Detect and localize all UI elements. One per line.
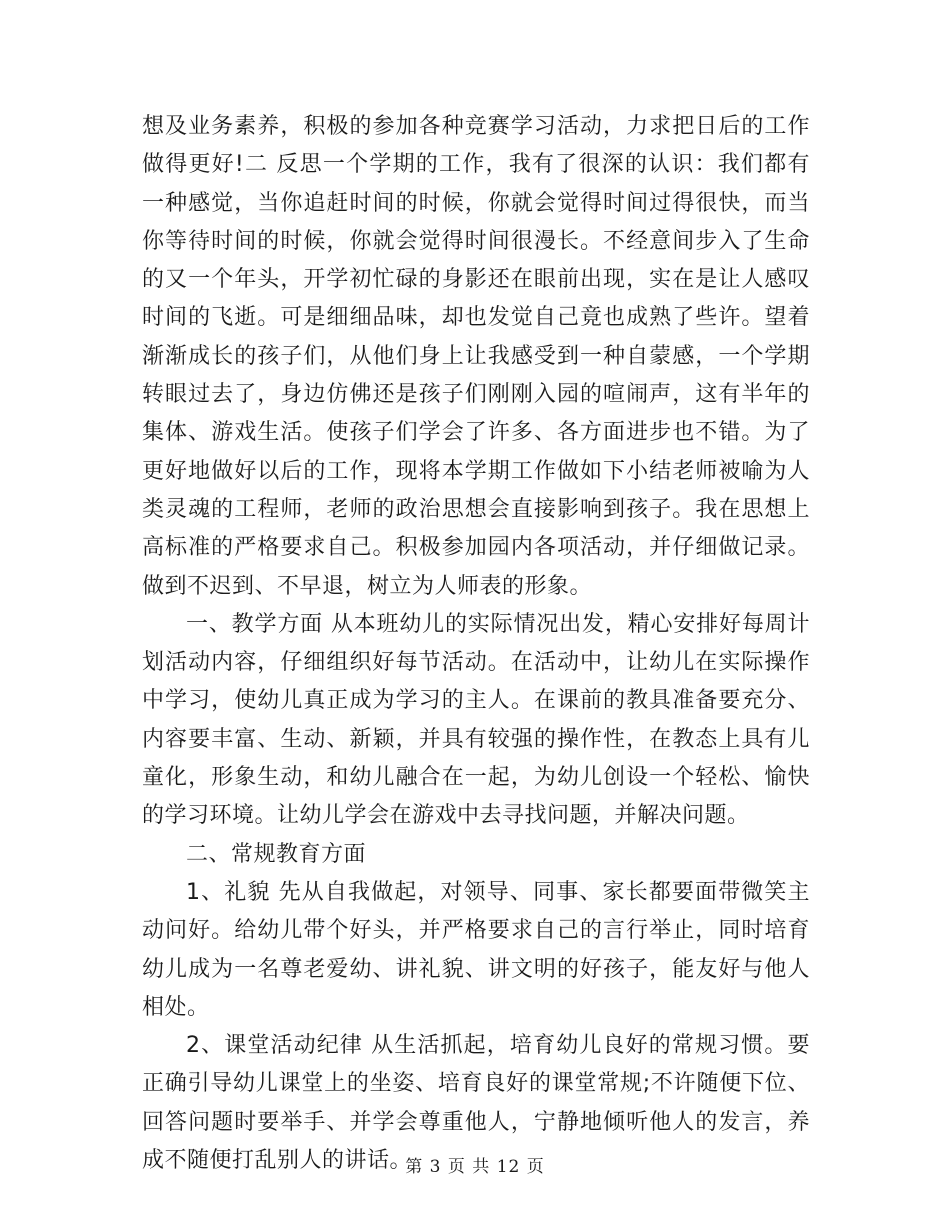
section-heading: 二、常规教育方面 [186, 841, 367, 867]
paragraph: 想及业务素养，积极的参加各种竞赛学习活动，力求把日后的工作做得更好!二 反思一个学期的工作，我有了很深的认识：我们都有一种感觉，当你追赶时间的时候，你就会觉得时间过得很快，而当你等待时间的时候，你就会觉得时间很漫长。不经意间步入了生命的又一个年头，开学初忙碌的身影还在眼前出现，实在是让人感叹时间的飞逝。可是细细品味，却也发觉自己竟也成熟了些许。望着渐渐成长的孩子们，从他们身上让我感受到一种自蒙感，一个学期转眼过去了，身边仿佛还是孩子们刚刚入园的喧闹声，这有半年的集体、游戏生活。使孩子们学会了许多、各方面进步也不错。为了更好地做好以后的工作，现将本学期工作做如下小结老师被喻为人类灵魂的工程师，老师的政治思想会直接影响到孩子。我在思想上高标准的严格要求自己。积极参加园内各项活动，并仔细做记录。做到不迟到、不早退，树立为人师表的形象。 [142, 114, 810, 599]
paragraph: 2、课堂活动纪律 从生活抓起，培育幼儿良好的常规习惯。要正确引导幼儿课堂上的坐姿、培育良好的课堂常规;不许随便下位、回答问题时要举手、并学会尊重他人，宁静地倾听他人的发言，养成不随便打乱别人的讲话。 [142, 1033, 810, 1174]
paragraph: 1、礼貌 先从自我做起，对领导、同事、家长都要面带微笑主动问好。给幼儿带个好头，并严格要求自己的言行举止，同时培育幼儿成为一名尊老爱幼、讲礼貌、讲文明的好孩子，能友好与他人相处。 [142, 879, 810, 1020]
document-body [142, 108, 810, 1180]
paragraph: 一、教学方面 从本班幼儿的实际情况出发，精心安排好每周计划活动内容，仔细组织好每节活动。在活动中，让幼儿在实际操作中学习，使幼儿真正成为学习的主人。在课前的教具准备要充分、内容要丰富、生动、新颖，并具有较强的操作性，在教态上具有儿童化，形象生动，和幼儿融合在一起，为幼儿创设一个轻松、愉快的学习环境。让幼儿学会在游戏中去寻找问题，并解决问题。 [142, 611, 810, 829]
page-footer: 第 3 页 共 12 页 [405, 1157, 545, 1177]
